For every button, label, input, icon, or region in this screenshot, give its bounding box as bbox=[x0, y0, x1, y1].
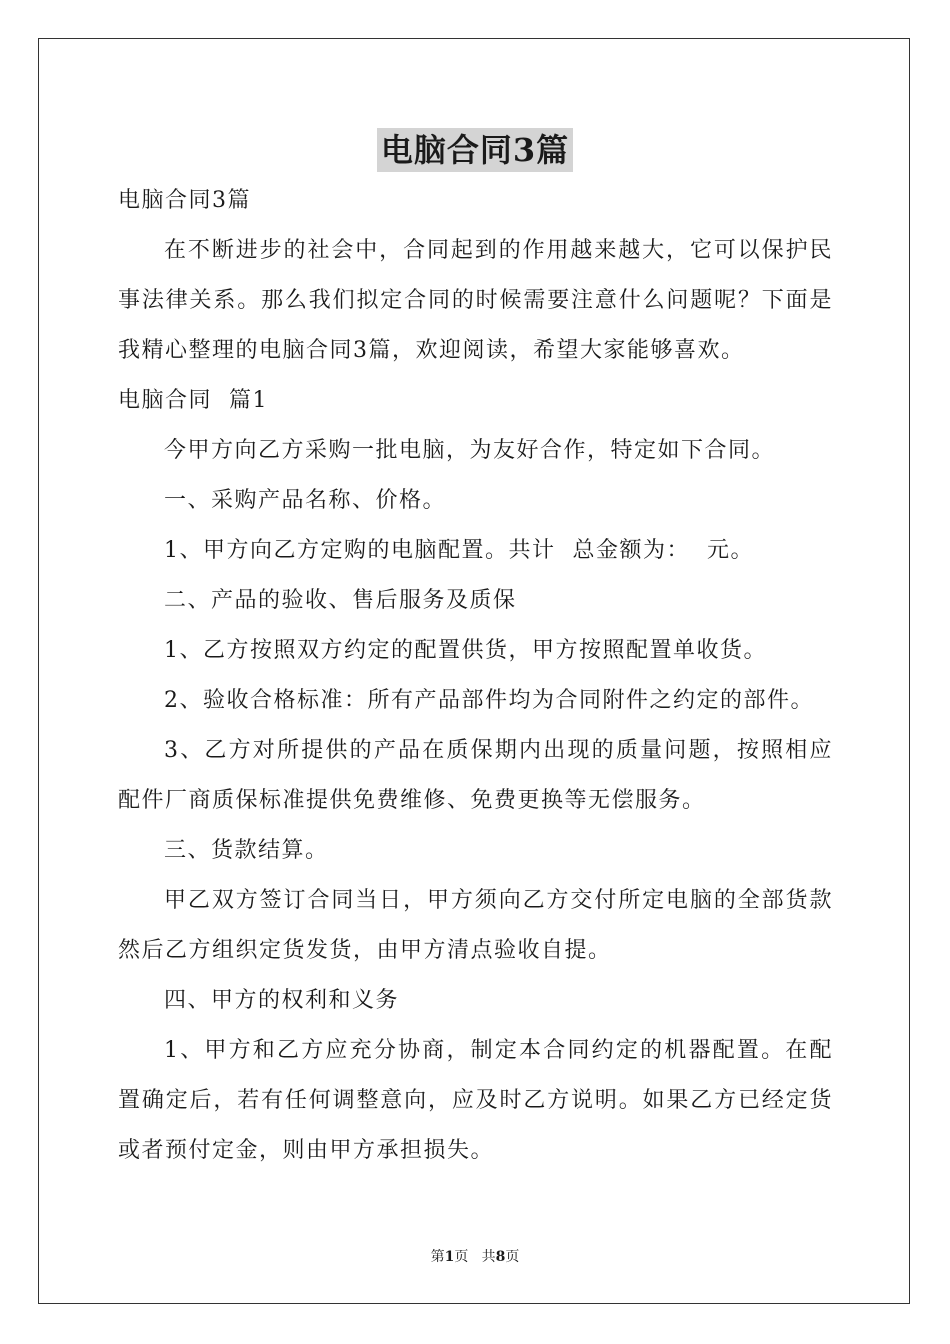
clause-3-body: 甲乙双方签订合同当日，甲方须向乙方交付所定电脑的全部货款然后乙方组织定货发货，由甲方清点验收自提。 bbox=[118, 888, 833, 963]
footer-page-current: 1 bbox=[444, 1249, 455, 1265]
paragraph-preamble: 今甲方向乙方采购一批电脑，为友好合作，特定如下合同。 bbox=[164, 438, 776, 463]
clause-heading-1: 一、采购产品名称、价格。 bbox=[164, 488, 447, 513]
document-title bbox=[0, 128, 950, 172]
clause-2-2: 2、验收合格标准：所有产品部件均为合同附件之约定的部件。 bbox=[164, 688, 814, 713]
page-footer bbox=[0, 1247, 950, 1267]
clause-4-1: 1、甲方和乙方应充分协商，制定本合同约定的机器配置。在配置确定后，若有任何调整意向，应及时乙方说明。如果乙方已经定货或者预付定金，则由甲方承担损失。 bbox=[118, 1038, 833, 1163]
clause-2-3: 3、乙方对所提供的产品在质保期内出现的质量问题，按照相应配件厂商质保标准提供免费维修、免费更换等无偿服务。 bbox=[118, 738, 833, 813]
footer-page-total: 8 bbox=[495, 1249, 506, 1265]
footer-page-mid: 页 共 bbox=[454, 1249, 496, 1265]
paragraph-subtitle: 电脑合同3篇 bbox=[118, 188, 251, 213]
clause-heading-3: 三、货款结算。 bbox=[164, 838, 329, 863]
document-body bbox=[118, 176, 833, 1176]
footer-page-suffix: 页 bbox=[505, 1249, 520, 1265]
footer-page-prefix: 第 bbox=[430, 1249, 445, 1265]
section-heading-part1: 电脑合同 篇1 bbox=[118, 388, 268, 413]
paragraph-intro: 在不断进步的社会中，合同起到的作用越来越大，它可以保护民事法律关系。那么我们拟定合同的时候需要注意什么问题呢？下面是我精心整理的电脑合同3篇，欢迎阅读，希望大家能够喜欢。 bbox=[118, 238, 833, 363]
document-title-text: 电脑合同3篇 bbox=[377, 128, 573, 172]
clause-heading-4: 四、甲方的权利和义务 bbox=[164, 988, 400, 1013]
clause-2-1: 1、乙方按照双方约定的配置供货，甲方按照配置单收货。 bbox=[164, 638, 767, 663]
clause-1-1: 1、甲方向乙方定购的电脑配置。共计 总金额为： 元。 bbox=[164, 538, 754, 563]
clause-heading-2: 二、产品的验收、售后服务及质保 bbox=[164, 588, 517, 613]
